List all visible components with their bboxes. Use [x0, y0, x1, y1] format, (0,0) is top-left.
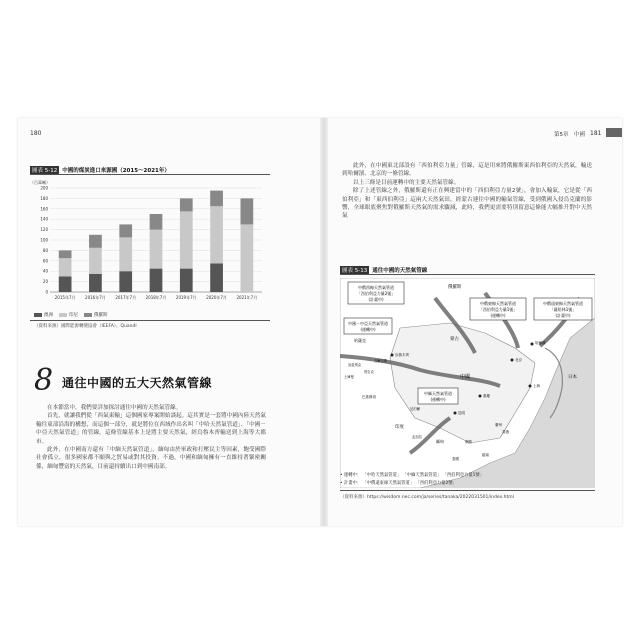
place-label: 土庫曼 [344, 375, 354, 379]
x-tick-label: 2021年7月 [236, 295, 258, 300]
place-label: 印度 [395, 425, 404, 430]
y-tick-label: 40 [42, 268, 48, 274]
x-tick-label: 2019年7月 [175, 295, 197, 300]
place-label: 上海 [533, 384, 540, 388]
svg-text:(運轉中): (運轉中) [490, 313, 506, 318]
place-label: 塔吉克 [364, 370, 374, 374]
bar-segment [59, 250, 72, 258]
svg-text:「薩哈林1號」: 「薩哈林1號」 [549, 307, 577, 312]
svg-text:中緬天然氣管道: 中緬天然氣管道 [424, 391, 452, 396]
city-dot [511, 359, 514, 362]
bar-segment [150, 269, 163, 292]
bar-segment [150, 214, 163, 230]
bar-segment [240, 198, 253, 224]
bar-segment [210, 191, 223, 207]
bar-segment [210, 263, 223, 292]
book-gutter [320, 118, 328, 526]
place-label: 北京 [515, 358, 522, 362]
map-source: （資料來源）https://wisdom.nec.com/ja/series/tanaka/2022031501/index.html [340, 495, 514, 500]
map-box-mm [418, 388, 458, 404]
figure-5-13-title [340, 266, 427, 274]
chart-legend [34, 312, 108, 318]
map-box-pp2 [348, 282, 404, 304]
figure-5-12-title [30, 166, 170, 174]
place-label: 哈爾濱 [535, 341, 546, 345]
legend-running-row: • 運轉中： 「中哈天然氣管道」 「中緬天然氣管道」 「西伯利亞力量1號」 [340, 473, 484, 478]
bar-segment [119, 224, 132, 237]
right-body-text [342, 162, 592, 221]
place-label: 中國 [460, 374, 471, 380]
bar-segment [180, 211, 193, 268]
place-label: 越南 [482, 453, 489, 457]
paragraph: 以上三條是目前運轉中的主要天然氣管線。 [353, 179, 460, 186]
legend-planned-row: • 計畫中： 「中俄遠東線天然氣管道」 「西伯利亞力量2號」 [340, 481, 457, 486]
coal-import-chart [28, 178, 268, 308]
y-tick-label: 20 [42, 279, 48, 285]
paragraph: 首先，就讓我們從「西氣東輸」這個國家專案開始談起。這其實是一套將中國內陸天然氣輸往東部沿海的構想，而這個一部分，就是將位在西域作出名叫「中哈天然氣管道」、「中國－中亞天然氣管道」的管線。這條管線基本上是將主要天然氣，經烏魯木齊輸送到上海等大都市。 [36, 413, 266, 445]
svg-text:中俄西線天然氣管道: 中俄西線天然氣管道 [358, 285, 394, 290]
figure-top-rule [30, 174, 270, 175]
y-tick-label: 0 [45, 289, 48, 295]
bar-segment [89, 235, 102, 248]
paragraph: 此外，在中國南方還有「中緬天然氣管道」，緬甸由於軍政和打壓民主等因素，飽受國際社會孤立，很多國家都不願與之貿易或對其投資。不過，中國和緬甸擁有一直維持著緊密關係，緬甸豐富的天然氣，目前還持續出口到中國南部。 [36, 447, 266, 470]
y-tick-label: 120 [40, 227, 48, 233]
y-tick-label: 100 [40, 237, 48, 243]
figure-bottom-rule [30, 320, 270, 321]
place-label: 孟加拉 [412, 435, 422, 439]
x-tick-label: 2017年7月 [115, 295, 137, 300]
right-page-number: 181 [590, 130, 602, 137]
legend-item-australia: 澳洲 [34, 312, 53, 318]
place-label: 烏魯木齊 [395, 353, 409, 357]
bar-segment [210, 206, 223, 263]
y-tick-label: 160 [40, 206, 48, 212]
map-box-ca [344, 318, 392, 334]
svg-text:中國－中亞天然氣管道: 中國－中亞天然氣管道 [348, 321, 388, 326]
figure-title-text: 中國的煤炭進口來源國（2015～2021年） [62, 168, 170, 174]
place-label: 烏茲別克 [348, 363, 362, 367]
svg-text:(計畫中): (計畫中) [555, 313, 571, 318]
bar-segment [180, 269, 193, 292]
place-label: 日本 [568, 375, 577, 380]
y-axis-label: （百萬噸） [30, 180, 50, 185]
place-label: 哈薩克 [354, 338, 366, 343]
place-label: 寮國 [465, 440, 472, 444]
map-box-ext [534, 298, 592, 320]
map-box-pp1 [470, 298, 526, 320]
svg-text:中俄東線天然氣管道: 中俄東線天然氣管道 [480, 301, 516, 306]
y-tick-label: 200 [40, 185, 48, 191]
place-label: 昆明 [458, 411, 465, 415]
place-label: 吉爾吉斯 [374, 359, 388, 363]
map-top-rule [340, 274, 595, 275]
map-bottom-rule [340, 490, 595, 491]
place-label: 尼泊爾 [410, 407, 420, 411]
legend-item-russia: 俄羅斯 [84, 312, 108, 318]
bar-segment [89, 248, 102, 274]
place-label: 重慶 [483, 394, 490, 398]
x-tick-label: 2020年7月 [206, 295, 227, 300]
svg-text:「西伯利亞力量2號」: 「西伯利亞力量2號」 [356, 291, 396, 296]
chapter-header: 第5章 中國 [554, 132, 585, 138]
svg-text:(運轉中): (運轉中) [430, 397, 446, 402]
city-dot [531, 343, 534, 346]
section-number: 8 [34, 363, 54, 398]
left-page-number: 180 [30, 130, 42, 137]
svg-text:(運轉中): (運轉中) [360, 327, 376, 332]
city-dot [529, 385, 532, 388]
place-label: 緬甸 [436, 439, 444, 444]
figure-box-label: 圖表 5-13 [342, 268, 368, 274]
bar-segment [119, 271, 132, 292]
left-body-text [36, 404, 266, 471]
map-legend [340, 472, 595, 488]
y-tick-label: 140 [40, 216, 48, 222]
bar-segment [240, 224, 253, 292]
chapter-thumb-tab [606, 128, 622, 137]
place-label: 香港 [502, 430, 509, 434]
figure-box-label: 圖表 5-12 [32, 168, 58, 174]
x-tick-label: 2015年7月 [54, 295, 76, 300]
city-dot [391, 354, 394, 357]
bar-segment [89, 274, 102, 292]
place-label: 廣州 [495, 423, 502, 427]
x-tick-label: 2018年7月 [145, 295, 167, 300]
chart-source: （資料來源）國際能源轉變協會（IEEFA）、Quandl [34, 324, 137, 329]
y-tick-label: 180 [40, 195, 48, 201]
bar-segment [150, 230, 163, 269]
city-dot [479, 395, 482, 398]
place-label: 巴基斯坦 [362, 395, 376, 399]
bar-segment [119, 237, 132, 271]
place-label: 泰國 [452, 457, 459, 461]
svg-text:(計畫中): (計畫中) [368, 297, 384, 302]
bar-segment [59, 276, 72, 292]
y-tick-label: 80 [42, 247, 48, 253]
bar-segment [59, 258, 72, 276]
legend-item-indonesia: 印尼 [59, 312, 78, 318]
paragraph: 在本節當中，我們要詳加探討通往中國的天然氣管線。 [47, 405, 182, 411]
bar-segment [180, 198, 193, 211]
svg-text:「西伯利亞力量1號」: 「西伯利亞力量1號」 [478, 307, 518, 312]
pipeline-map [340, 278, 595, 488]
x-tick-label: 2016年7月 [85, 295, 106, 300]
figure-title-text: 通往中國的天然氣管線 [372, 268, 428, 274]
city-dot [454, 412, 457, 415]
place-label: 蒙古 [450, 337, 459, 342]
svg-text:中俄遠東線天然氣管道: 中俄遠東線天然氣管道 [543, 301, 583, 306]
paragraph: 除了上述管線之外，俄羅斯還有正在興建當中的「西伯利亞力量2號」，會加入輸氣，它是從「西伯利亞」和「東西伯利亞」這兩大天然氣田，經蒙古連往中國的輸氣管線，受到俄國入侵烏克蘭的影響，全球眼底聚焦對俄羅斯天然氣的需求驟減，此時，我們更需要特別留意這條能大幅推升對中天然氣 [342, 188, 592, 220]
section-heading: 通往中國的五大天然氣管線 [62, 376, 213, 390]
paragraph: 此外，在中國東北部設有「西伯利亞力量」管線，這是用來將俄羅斯東西伯利亞的天然氣，輸送到哈爾濱、北京的一條管線。 [342, 163, 592, 178]
y-tick-label: 60 [42, 258, 48, 264]
place-label: 俄羅斯 [448, 285, 462, 290]
